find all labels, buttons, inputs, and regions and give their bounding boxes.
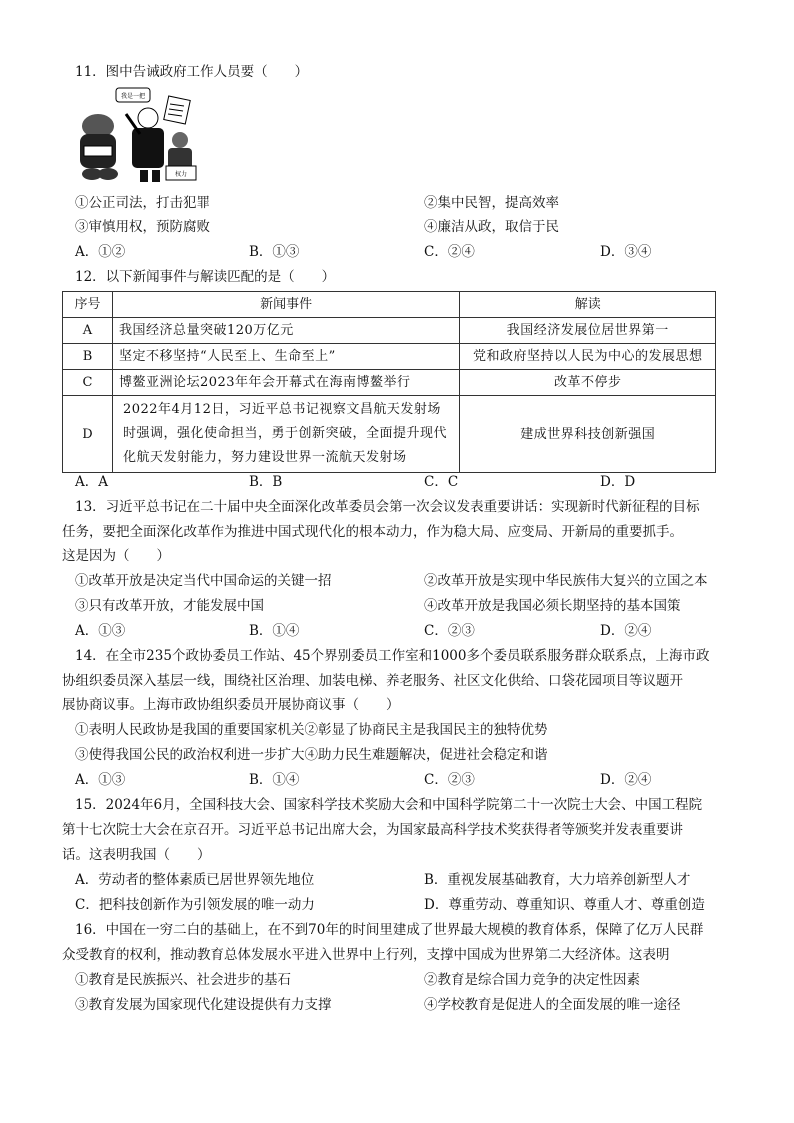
q12-option-c: C．C: [424, 474, 459, 490]
table-row: [63, 370, 716, 396]
q14-option-b: B．①④: [249, 772, 300, 788]
q12-option-a: A．A: [75, 474, 108, 490]
table-header-reading: 解读: [460, 292, 716, 318]
q14-items-line-2: ③使得我国公民的政治权利进一步扩大④助力民生难题解决，促进社会稳定和谐: [75, 747, 548, 763]
q14-option-c: C．②③: [424, 772, 475, 788]
q14-stem-line-1: 14．在全市235个政协委员工作站、45个界别委员工作室和1000多个委员联系服务群众联系点，上海市政: [75, 648, 710, 664]
q13-item-3: ③只有改革开放，才能发展中国: [75, 598, 264, 614]
q15-option-b: B．重视发展基础教育，大力培养创新型人才: [424, 872, 691, 888]
q16-item-3: ③教育发展为国家现代化建设提供有力支撑: [75, 997, 332, 1013]
q13-option-d: D．②④: [600, 623, 652, 639]
q11-item-1: ①公正司法，打击犯罪: [75, 195, 210, 211]
q13-option-b: B．①④: [249, 623, 300, 639]
q14-stem-line-3: 展协商议事。上海市政协组织委员开展协商议事（ ）: [62, 697, 400, 713]
q13-stem-line-2: 任务，要把全面深化改革作为推进中国式现代化的根本动力，作为稳大局、应变局、开新局的重要抓手。: [62, 524, 683, 540]
q11-option-b: B．①③: [249, 244, 300, 260]
table-cell-event: 坚定不移坚持“人民至上、生命至上”: [112, 344, 459, 370]
q12-option-d: D．D: [600, 474, 636, 490]
q11-item-2: ②集中民智，提高效率: [424, 195, 559, 211]
q13-option-c: C．②③: [424, 623, 475, 639]
q14-items-line-1: ①表明人民政协是我国的重要国家机关②彰显了协商民主是我国民主的独特优势: [75, 722, 548, 738]
q15-stem-line-1: 15．2024年6月，全国科技大会、国家科学技术奖励大会和中国科学院第二十一次院士大会、中国工程院: [75, 797, 703, 813]
q11-cartoon-bubble: 我是一把: [120, 93, 146, 100]
table-row: [63, 318, 716, 344]
table-header-event: 新闻事件: [112, 292, 459, 318]
q13-stem-line-1: 13．习近平总书记在二十届中央全面深化改革委员会第一次会议发表重要讲话：实现新时代新征程的目标: [75, 499, 700, 515]
q13-item-1: ①改革开放是决定当代中国命运的关键一招: [75, 573, 332, 589]
q14-stem-line-2: 协组织委员深入基层一线，围绕社区治理、加装电梯、养老服务、社区文化供给、口袋花园项目等议题开: [62, 673, 683, 689]
table-cell-id: D: [63, 396, 113, 473]
q14-option-a: A．①③: [75, 772, 126, 788]
q15-option-a: A．劳动者的整体素质已居世界领先地位: [75, 872, 315, 888]
q15-stem-line-3: 话。这表明我国（ ）: [62, 847, 211, 863]
table-header-id: 序号: [63, 292, 113, 318]
q16-item-2: ②教育是综合国力竞争的决定性因素: [424, 972, 640, 988]
q16-item-4: ④学校教育是促进人的全面发展的唯一途径: [424, 997, 681, 1013]
q15-option-c: C．把科技创新作为引领发展的唯一动力: [75, 897, 315, 913]
q13-item-4: ④改革开放是我国必须长期坚持的基本国策: [424, 598, 681, 614]
table-cell-event: 2022年4月12日，习近平总书记视察文昌航天发射场时强调，强化使命担当，勇于创新突破，全面提升现代化航天发射能力，努力建设世界一流航天发射场: [112, 396, 459, 473]
table-cell-reading: 建成世界科技创新强国: [460, 396, 716, 473]
table-cell-reading: 党和政府坚持以人民为中心的发展思想: [460, 344, 716, 370]
q16-stem-line-2: 众受教育的权利，推动教育总体发展水平进入世界中上行列，支撑中国成为世界第二大经济体。这表明: [62, 947, 670, 963]
table-row: [63, 396, 716, 473]
q16-item-1: ①教育是民族振兴、社会进步的基石: [75, 972, 291, 988]
q11-option-a: A．①②: [75, 244, 126, 260]
table-cell-id: B: [63, 344, 113, 370]
q12-option-b: B．B: [249, 474, 283, 490]
q13-option-a: A．①③: [75, 623, 126, 639]
q12-stem: 12．以下新闻事件与解读匹配的是（ ）: [75, 269, 336, 285]
q14-option-d: D．②④: [600, 772, 652, 788]
table-cell-id: C: [63, 370, 113, 396]
table-cell-event: 博鳌亚洲论坛2023年年会开幕式在海南博鳌举行: [112, 370, 459, 396]
q11-item-4: ④廉洁从政，取信于民: [424, 219, 559, 235]
q13-stem-line-3: 这是因为（ ）: [62, 548, 170, 564]
table-cell-reading: 我国经济发展位居世界第一: [460, 318, 716, 344]
q16-stem-line-1: 16．中国在一穷二白的基础上，在不到70年的时间里建成了世界最大规模的教育体系，保障了亿万人民群: [75, 922, 704, 938]
q11-cartoon-sign: 权力: [174, 171, 188, 178]
q13-item-2: ②改革开放是实现中华民族伟大复兴的立国之本: [424, 573, 708, 589]
table-cell-reading: 改革不停步: [460, 370, 716, 396]
table-header-row: [63, 292, 716, 318]
q15-option-d: D．尊重劳动、尊重知识、尊重人才、尊重创造: [424, 897, 705, 913]
q12-news-table: [62, 291, 716, 473]
table-cell-id: A: [63, 318, 113, 344]
table-row: [63, 344, 716, 370]
q11-option-c: C．②④: [424, 244, 475, 260]
q11-item-3: ③审慎用权，预防腐败: [75, 219, 210, 235]
q11-option-d: D．③④: [600, 244, 652, 260]
table-cell-event: 我国经济总量突破120万亿元: [112, 318, 459, 344]
q15-stem-line-2: 第十七次院士大会在京召开。习近平总书记出席大会，为国家最高科学技术奖获得者等颁奖并发表重要讲: [62, 822, 683, 838]
q11-cartoon-image: [70, 84, 202, 186]
q11-stem: 11．图中告诫政府工作人员要（ ）: [75, 64, 309, 80]
